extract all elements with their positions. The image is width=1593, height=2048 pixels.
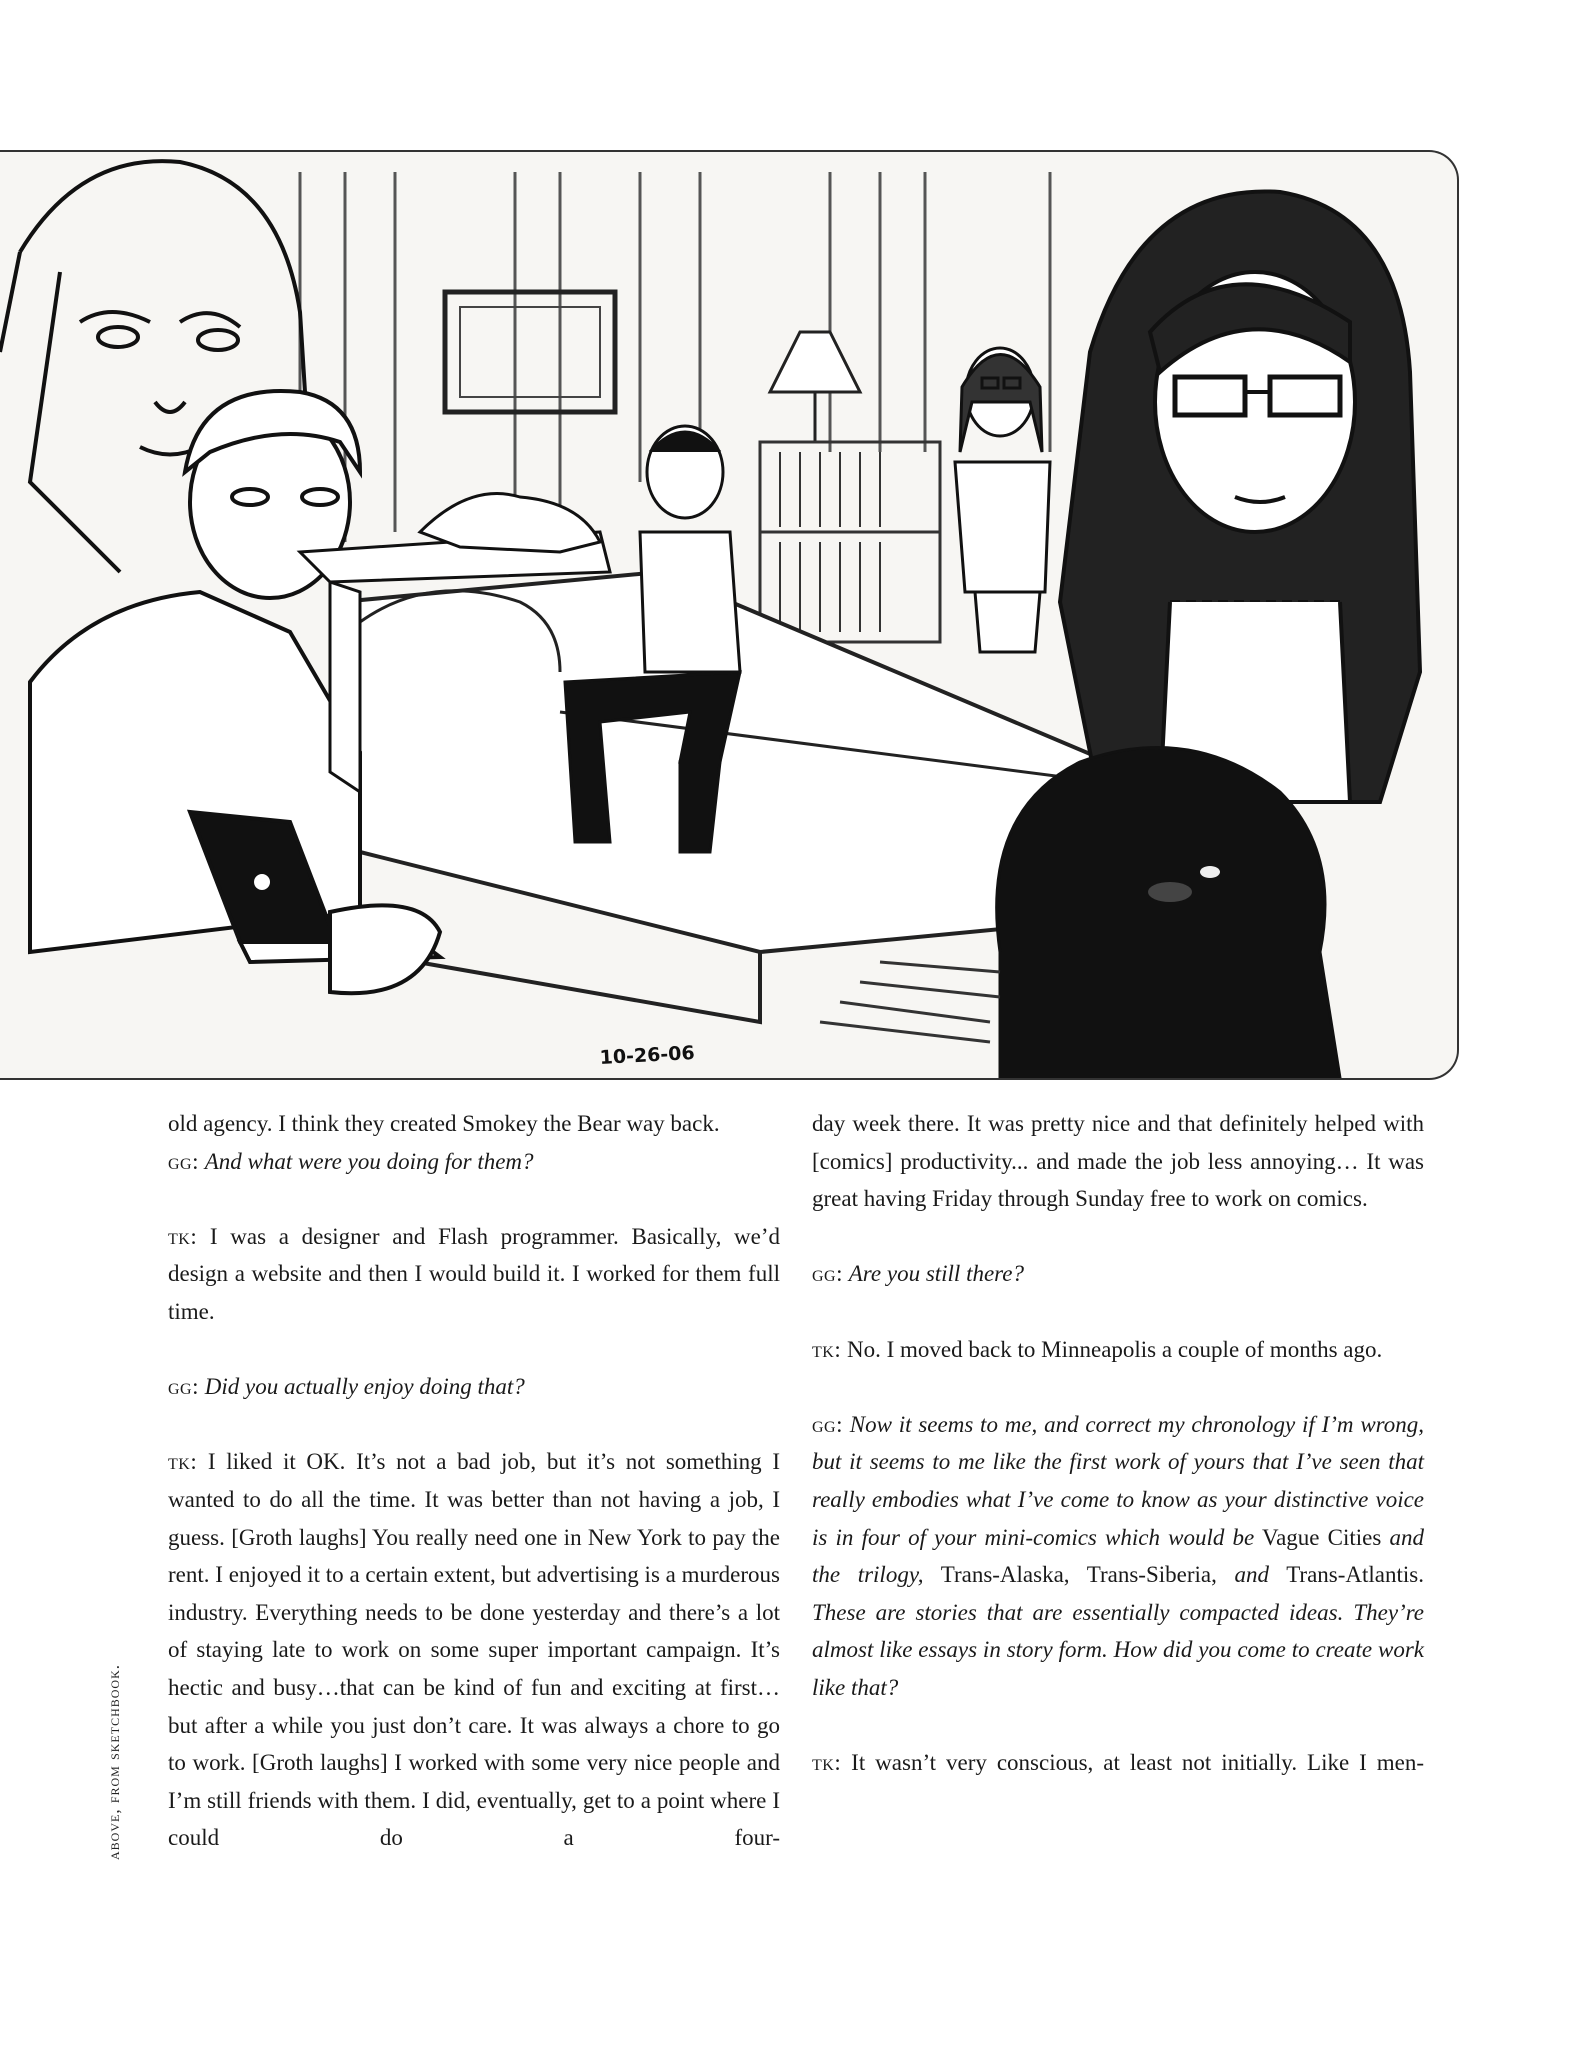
sketchbook-illustration: [0, 150, 1459, 1080]
speaker-label: gg:: [812, 1411, 843, 1437]
question-paragraph: gg: And what were you doing for them?: [168, 1148, 534, 1174]
bedroom-scene-drawing: [0, 152, 1457, 1078]
girl-with-glasses-portrait: [1060, 191, 1420, 802]
answer-paragraph: tk: I was a designer and Flash programmer. Basically, we’d design a website and then I would build it. I worked for them full time.: [168, 1223, 780, 1324]
speaker-label: gg:: [812, 1261, 843, 1287]
question-paragraph: gg: Now it seems to me, and correct my chronology if I’m wrong, but it seems to me like the first work of yours that I’ve seen that really embodies what I’ve come to know as your distinctive voice is in four of your mini-comics which would be Vague Cities and the trilogy, Trans-Alaska, Trans-Siberia, and Trans-Atlantis. These are stories that are essentially compacted ideas. They’re almost like essays in story form. How did you come to create work like that?: [812, 1411, 1425, 1700]
paragraph-continuation: old agency. I think they created Smokey the Bear way back.: [168, 1111, 720, 1136]
paragraph-continuation: day week there. It was pretty nice and that definitely helped with [comics] productivity... and made the job less annoying… It was great having Friday through Sunday free to work on comics.: [812, 1111, 1424, 1212]
speaker-label: tk:: [812, 1336, 842, 1362]
speaker-label: tk:: [812, 1750, 842, 1776]
drawing-date: 10-26-06: [599, 1042, 696, 1069]
title-trans-atlantis: Trans-Atlantis.: [1286, 1562, 1424, 1588]
lamp: [770, 332, 860, 442]
title-vague-cities: Vague Cities: [1262, 1524, 1382, 1550]
answer-paragraph: tk: It wasn’t very conscious, at least not initially. Like I men-: [812, 1750, 1424, 1776]
floor-strokes: [820, 962, 1000, 1042]
answer-paragraph: tk: No. I moved back to Minneapolis a couple of months ago.: [812, 1336, 1383, 1362]
picture-frame: [445, 292, 615, 412]
answer-paragraph: tk: I liked it OK. It’s not a bad job, but it’s not something I wanted to do all the time. It was better than not having a job, I guess. [Groth laughs] You really need one in New York to pay the rent. I enjoyed it to a certain extent, but advertising is a murderous industry. Everything needs to be done yesterday and there’s a lot of staying late to work on some super important campaign. It’s hectic and busy…that can be kind of fun and exciting at first… but after a while you just don’t care. It was always a chore to go to work. [Groth laughs] I worked with some very nice people and I’m still friends with them. I did, eventually, get to a point where I could do a four-: [168, 1449, 780, 1851]
speaker-label: tk:: [168, 1449, 198, 1475]
standing-girl: [955, 348, 1050, 652]
left-column: [168, 1105, 780, 1857]
speaker-label: gg:: [168, 1374, 199, 1400]
speaker-label: tk:: [168, 1223, 198, 1249]
side-caption: above, from sketchbook.: [104, 1663, 123, 1860]
right-column: [812, 1105, 1424, 1782]
title-trilogy: Trans-Alaska, Trans-Siberia,: [940, 1562, 1217, 1588]
question-paragraph: gg: Are you still there?: [812, 1261, 1024, 1287]
bookshelf: [760, 442, 940, 642]
question-paragraph: gg: Did you actually enjoy doing that?: [168, 1374, 525, 1400]
speaker-label: gg:: [168, 1148, 199, 1174]
